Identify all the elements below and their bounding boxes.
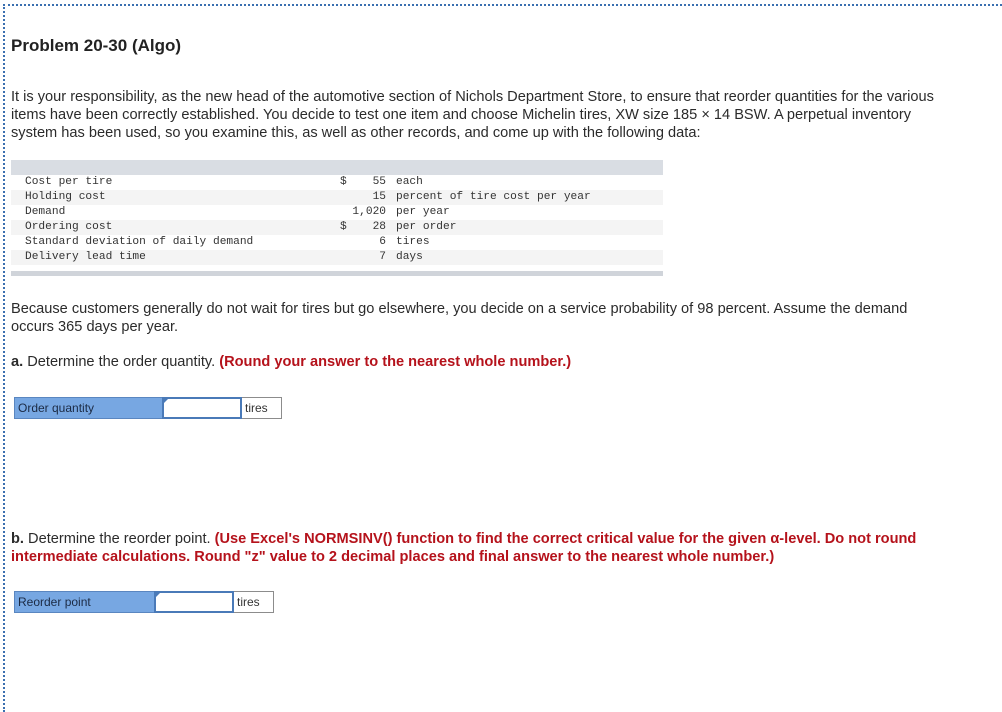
question-b-text: Determine the reorder point. [28,531,211,547]
table-row [11,190,663,205]
table-row [11,175,663,190]
table-row [11,205,663,220]
row-unit: per order [396,221,457,233]
row-value: 55 [372,176,386,188]
input-flag-icon [156,592,161,597]
row-unit: days [396,251,423,263]
row-unit: each [396,176,423,188]
order-quantity-unit: tires [242,397,282,419]
input-flag-icon [164,398,169,403]
reorder-point-label: Reorder point [14,591,155,613]
service-probability-text: Because customers generally do not wait for tires but go elsewhere, you decide on a service probability of 98 percent. Assume the demand occurs 365 days per year. [11,301,908,335]
reorder-point-unit: tires [234,591,274,613]
order-quantity-answer-row [14,397,282,419]
question-a-label: a. [11,354,24,370]
row-label: Holding cost [25,191,106,203]
row-label: Delivery lead time [25,251,146,263]
table-row [11,250,663,265]
row-value: 15 [372,191,386,203]
row-label: Ordering cost [25,221,113,233]
reorder-point-answer-row [14,591,274,613]
row-value: 7 [379,251,386,263]
question-a-instruction: (Round your answer to the nearest whole number.) [219,354,572,370]
question-b [11,530,941,566]
row-label: Cost per tire [25,176,113,188]
row-label: Demand [25,206,66,218]
row-unit: percent of tire cost per year [396,191,591,203]
row-value: 1,020 [352,206,386,218]
order-quantity-input[interactable] [162,397,242,419]
problem-intro: It is your responsibility, as the new head of the automotive section of Nichols Department Store, to ensure that reorder quantities for the various items have been correctly established. You decide to test one item and choose Michelin tires, XW size 185 × 14 BSW. A perpetual inventory system has been used, so you examine this, as well as other records, and come up with the following data: [11,89,934,141]
table-bottom-bar [11,271,663,276]
order-quantity-label: Order quantity [14,397,163,419]
row-unit: per year [396,206,450,218]
row-value: 28 [372,221,386,233]
question-b-instruction: (Use Excel's NORMSINV() function to find the correct critical value for the given α-level. Do not round intermediate calculations. Round "z" value to 2 decimal places and final answer to the nearest whole number.) [11,531,917,565]
table-top-bar [11,160,663,175]
question-a [11,353,941,371]
row-value: 6 [379,236,386,248]
question-b-label: b. [11,531,24,547]
row-unit: tires [396,236,430,248]
data-table [11,160,663,276]
table-row [11,235,663,250]
row-currency: $ [340,176,347,188]
reorder-point-input[interactable] [154,591,234,613]
question-a-text: Determine the order quantity. [27,354,216,370]
table-row [11,220,663,235]
problem-title: Problem 20-30 (Algo) [11,36,182,55]
row-currency: $ [340,221,347,233]
row-label: Standard deviation of daily demand [25,236,254,248]
